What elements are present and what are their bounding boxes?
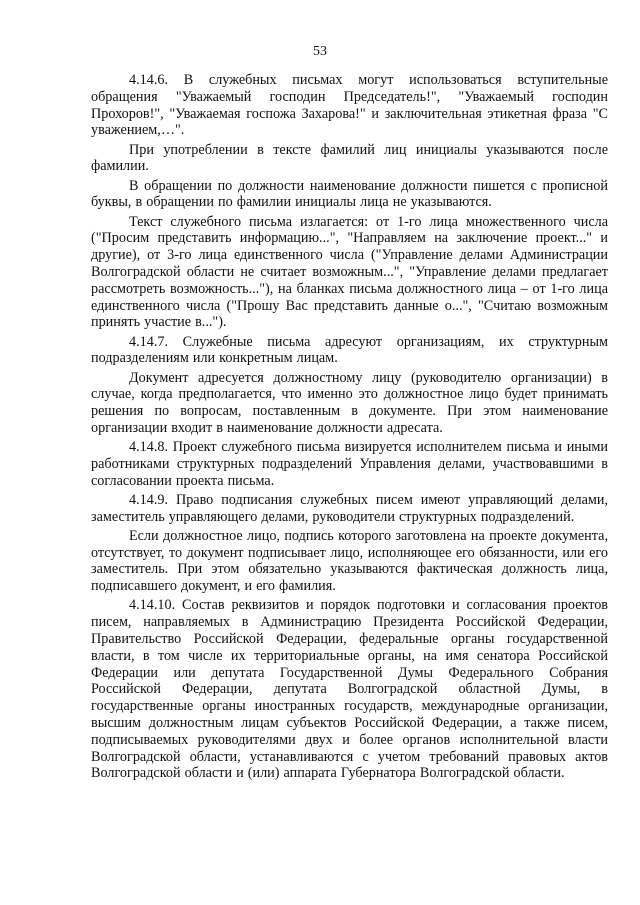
paragraph-initials-rule: При употреблении в тексте фамилий лиц инициалы указываются после фамилии.: [91, 141, 608, 175]
paragraph-4-14-6: 4.14.6. В служебных письмах могут использоваться вступительные обращения "Уважаемый господин Председатель!", "Уважаемый господин Прохоров!", "Уважаемая госпожа Захарова!" и заключительная этикетная фраза "С уважением,…".: [91, 72, 608, 139]
paragraph-letter-text-style: Текст служебного письма излагается: от 1-го лица множественного числа ("Просим представить информацию...", "Направляем на заключение проект..." и другие), от 3-го лица единственного числа ("Управление делами Администрации Волгоградской области не считает возможным...", "Управление делами предлагает рассмотреть возможность..."), на бланках письма должностного лица – от 1-го лица единственного числа ("Прошу Вас представить данные о...", "Считаю возможным принять участие в...").: [91, 213, 608, 331]
paragraph-4-14-7: 4.14.7. Служебные письма адресуют организациям, их структурным подразделениям или конкретным лицам.: [91, 333, 608, 367]
paragraph-address-by-position: В обращении по должности наименование должности пишется с прописной буквы, в обращении по фамилии инициалы лица не указываются.: [91, 177, 608, 211]
document-body: [91, 72, 608, 785]
paragraph-4-14-10: 4.14.10. Состав реквизитов и порядок подготовки и согласования проектов писем, направляемых в Администрацию Президента Российской Федерации, Правительство Российской Федерации, федеральные органы государственной власти, в том числе их территориальные органы, на имя сенатора Российской Федерации или депутата Государственной Думы Федерального Собрания Российской Федерации, депутата Волгоградской областной Думы, в государственные органы иностранных государств, международные организации, высшим должностным лицам субъектов Российской Федерации, а также писем, подписываемых руководителями двух и более органов исполнительной власти Волгоградской области, устанавливаются с учетом требований правовых актов Волгоградской области и (или) аппарата Губернатора Волгоградской области.: [91, 597, 608, 782]
page-number: 53: [313, 44, 327, 59]
paragraph-4-14-9: 4.14.9. Право подписания служебных писем имеют управляющий делами, заместитель управляющего делами, руководители структурных подразделений.: [91, 491, 608, 525]
paragraph-addressee-official: Документ адресуется должностному лицу (руководителю организации) в случае, когда предполагается, что именно это должностное лицо будет принимать решения по вопросам, поставленным в документе. При этом наименование организации входит в наименование должности адресата.: [91, 369, 608, 436]
paragraph-absent-signatory: Если должностное лицо, подпись которого заготовлена на проекте документа, отсутствует, то документ подписывает лицо, исполняющее его обязанности, или его заместитель. При этом обязательно указываются фактическая должность лица, подписавшего документ, и его фамилия.: [91, 527, 608, 595]
paragraph-4-14-8: 4.14.8. Проект служебного письма визируется исполнителем письма и иными работниками структурных подразделений Управления делами, участвовавшими в согласовании проекта письма.: [91, 439, 608, 489]
